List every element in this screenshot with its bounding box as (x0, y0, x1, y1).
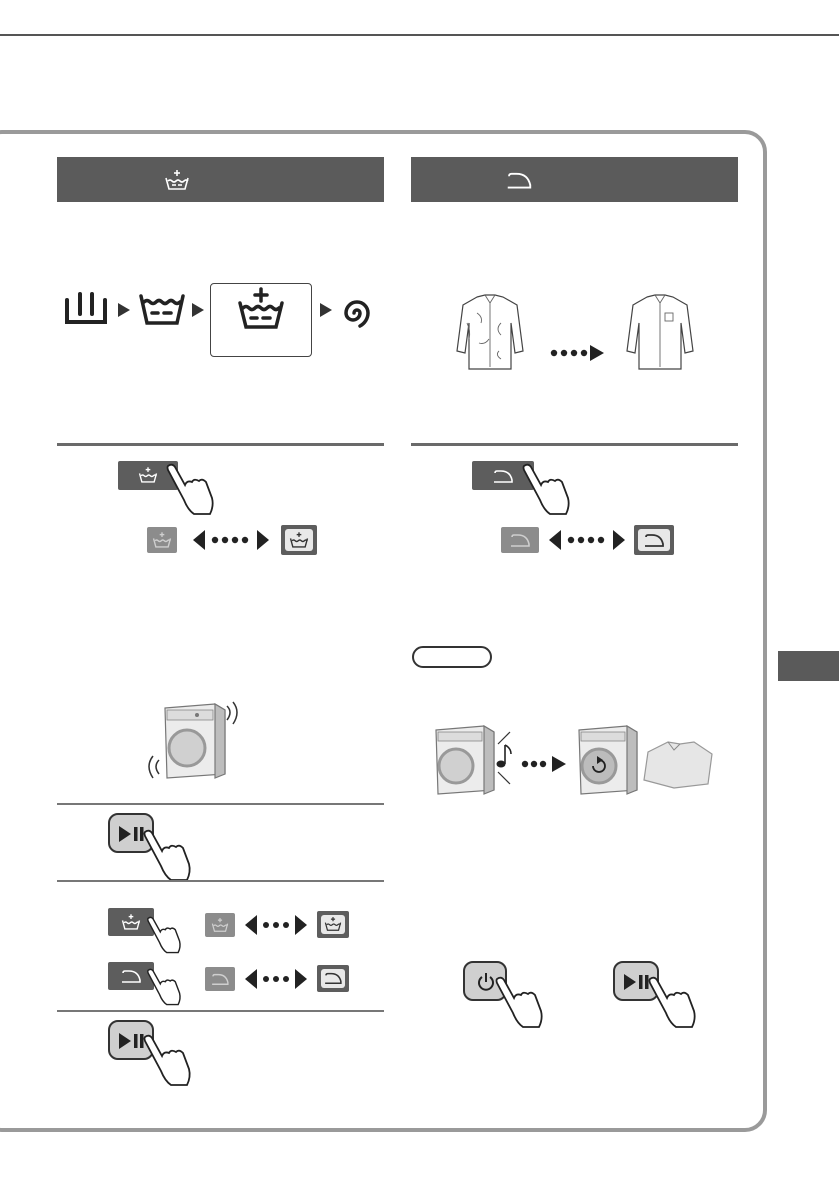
washing-machine-tumble-icon (575, 722, 645, 796)
extra-rinse-off-indicator (205, 913, 235, 937)
pointing-hand-icon (165, 462, 221, 514)
wrinkled-shirt-icon (455, 293, 525, 373)
easy-iron-on-indicator (634, 525, 674, 555)
extra-rinse-icon (324, 915, 342, 933)
section-divider (411, 443, 738, 446)
toggle-arrows-icon (549, 530, 625, 550)
pointing-hand-icon (494, 975, 550, 1027)
wash-tub-icon (138, 291, 186, 327)
extra-rinse-section-header (57, 157, 384, 202)
dots-arrow-icon (548, 345, 604, 361)
easy-iron-on-indicator (317, 965, 349, 992)
iron-icon (120, 968, 142, 984)
section-divider (57, 1010, 384, 1012)
extra-rinse-icon (164, 169, 190, 191)
arrow-right-icon (192, 303, 204, 317)
pointing-hand-icon (647, 975, 703, 1027)
easy-iron-section-header (411, 157, 738, 202)
top-rule (0, 34, 839, 36)
toggle-arrows-icon (245, 969, 307, 989)
extra-rinse-icon (138, 465, 158, 485)
iron-icon (323, 971, 343, 985)
toggle-arrows-icon (193, 530, 269, 550)
extra-rinse-icon (237, 289, 285, 329)
extra-rinse-off-indicator (147, 527, 177, 553)
iron-icon (509, 532, 531, 548)
shirt-icon (638, 738, 718, 790)
pointing-hand-icon (146, 914, 186, 954)
pointing-hand-icon (146, 966, 186, 1006)
toggle-arrows-icon (245, 915, 307, 935)
wash-basin-icon (64, 290, 108, 326)
washing-machine-vibrating-icon (145, 698, 245, 782)
extra-rinse-icon (289, 530, 309, 550)
dots-arrow-icon (520, 756, 568, 772)
section-divider (57, 443, 384, 446)
power-icon (476, 972, 496, 992)
iron-icon (504, 170, 534, 190)
extra-rinse-icon (211, 916, 229, 934)
iron-icon (643, 532, 665, 548)
pointing-hand-icon (142, 1033, 198, 1085)
arrow-right-icon (320, 303, 332, 317)
section-divider (57, 803, 384, 805)
note-label-pill (412, 646, 492, 668)
music-note-icon (496, 743, 512, 769)
spin-icon (339, 297, 375, 329)
arrow-right-icon (118, 303, 130, 317)
chapter-tab (778, 651, 839, 681)
smooth-shirt-icon (625, 293, 695, 373)
iron-icon (210, 972, 230, 986)
pointing-hand-icon (521, 462, 577, 514)
section-divider (57, 880, 384, 882)
pointing-hand-icon (142, 828, 198, 880)
iron-icon (492, 468, 514, 484)
easy-iron-off-indicator (501, 527, 539, 553)
extra-rinse-icon (121, 912, 141, 932)
easy-iron-off-indicator (205, 967, 235, 991)
extra-rinse-on-indicator (317, 911, 349, 938)
extra-rinse-on-indicator (281, 525, 317, 555)
extra-rinse-icon (152, 530, 172, 550)
